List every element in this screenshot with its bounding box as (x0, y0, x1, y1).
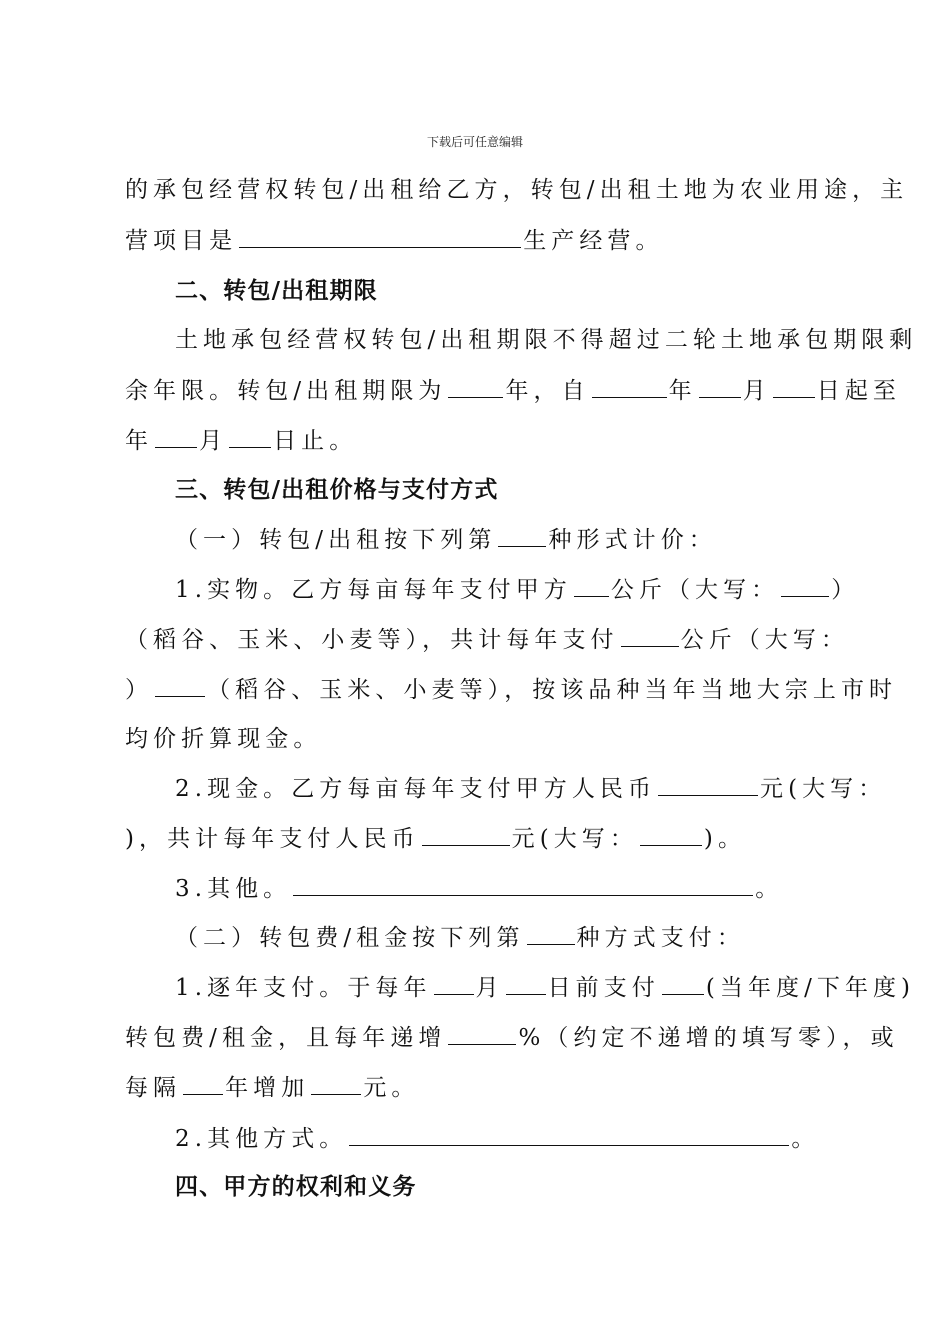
fill-blank[interactable] (658, 773, 758, 796)
fill-blank[interactable] (527, 922, 575, 945)
fill-blank[interactable] (506, 972, 546, 995)
paragraph-line: 3.其他。 。 (175, 873, 783, 904)
paragraph-line: ） （稻谷、玉米、小麦等），按该品种当年当地大宗上市时 (125, 674, 897, 705)
fill-blank[interactable] (773, 375, 815, 398)
fill-blank[interactable] (699, 375, 741, 398)
paragraph-line: 的承包经营权转包/出租给乙方，转包/出租土地为农业用途，主 (125, 177, 909, 203)
paragraph-line: 均价折算现金。 (125, 726, 322, 752)
paragraph-line: 2.现金。乙方每亩每年支付甲方人民币 元(大写： (175, 773, 886, 804)
fill-blank[interactable] (155, 674, 205, 697)
fill-blank[interactable] (662, 972, 704, 995)
paragraph-line: 年 月 日止。 (125, 425, 357, 456)
paragraph-line: 每隔 年增加 元。 (125, 1072, 419, 1103)
fill-blank[interactable] (434, 972, 474, 995)
fill-blank[interactable] (574, 574, 609, 597)
fill-blank[interactable] (349, 1123, 789, 1146)
fill-blank[interactable] (183, 1072, 223, 1095)
fill-blank[interactable] (293, 873, 753, 896)
fill-blank[interactable] (621, 624, 679, 647)
paragraph-line: （稻谷、玉米、小麦等），共计每年支付 公斤（大写： (125, 624, 849, 655)
page-header: 下载后可任意编辑 (426, 135, 523, 149)
paragraph-line: 2.其他方式。 。 (175, 1123, 819, 1154)
fill-blank[interactable] (498, 524, 546, 547)
paragraph-line: 1.逐年支付。于每年 月 日前支付 (当年度/下年度) (175, 972, 915, 1003)
paragraph-line: 营项目是 生产经营。 (125, 225, 664, 256)
fill-blank[interactable] (422, 823, 510, 846)
fill-blank[interactable] (448, 375, 503, 398)
fill-blank[interactable] (311, 1072, 361, 1095)
fill-blank[interactable] (640, 823, 702, 846)
fill-blank[interactable] (155, 425, 197, 448)
section-heading: 三、转包/出租价格与支付方式 (175, 477, 499, 503)
paragraph-line: （一）转包/出租按下列第 种形式计价： (175, 524, 717, 555)
paragraph-line: 转包费/租金，且每年递增 %（约定不递增的填写零），或 (125, 1022, 899, 1053)
paragraph-line: 余年限。转包/出租期限为 年，自 年 月 日起至 (125, 375, 901, 406)
fill-blank[interactable] (239, 225, 521, 248)
fill-blank[interactable] (229, 425, 271, 448)
fill-blank[interactable] (448, 1022, 516, 1045)
fill-blank[interactable] (781, 574, 829, 597)
paragraph-line: )，共计每年支付人民币 元(大写： )。 (125, 823, 746, 854)
section-heading: 二、转包/出租期限 (175, 278, 378, 304)
paragraph-line: 土地承包经营权转包/出租期限不得超过二轮土地承包期限剩 (175, 327, 918, 353)
paragraph-line: （二）转包费/租金按下列第 种方式支付： (175, 922, 745, 953)
fill-blank[interactable] (592, 375, 667, 398)
paragraph-line: 1.实物。乙方每亩每年支付甲方 公斤（大写： ） (175, 574, 859, 605)
section-heading: 四、甲方的权利和义务 (175, 1174, 417, 1200)
